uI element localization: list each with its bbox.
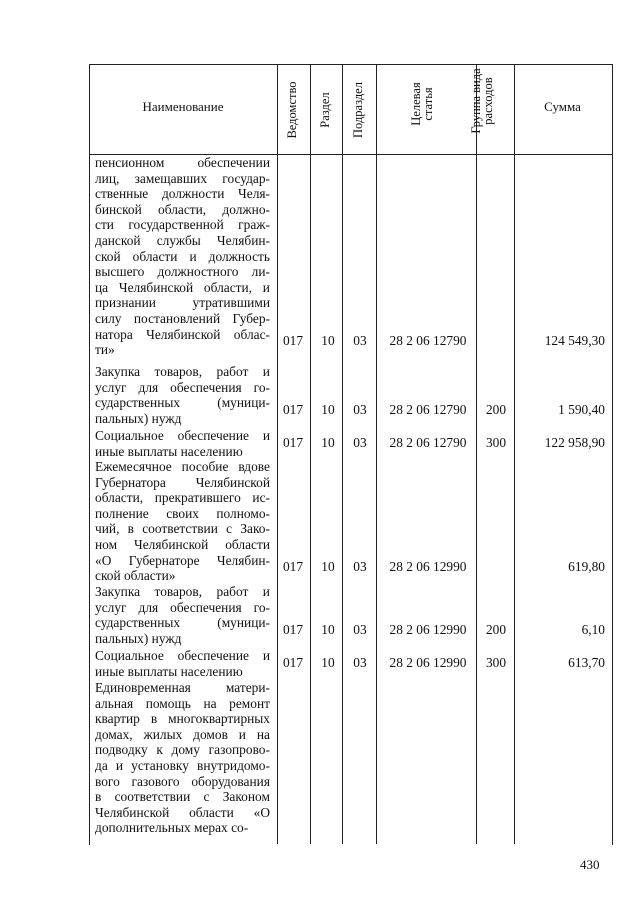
row-celevaya: 28 2 06 12990 [389,559,467,575]
row-gruppa: 200 [485,401,507,417]
col-divider [277,64,278,844]
row-gruppa: 300 [485,434,507,450]
header-gruppa-line1: Группа вида [469,68,483,134]
row-vedomstvo: 017 [282,654,304,670]
row-gruppa: 300 [485,654,507,670]
row-name-line: «О Губернаторе Челябин- [95,552,270,568]
row-name-line: Губернатора Челябинской [95,474,270,490]
row-name-line: натора Челябинской облас- [95,326,270,342]
row-name-line: Челябинской области «О [95,804,270,820]
row-celevaya: 28 2 06 12790 [389,434,467,450]
row-name-line: лиц, замещавших государ- [95,170,270,186]
row-name-line: пальных) нужд [95,410,182,426]
row-name-line: признании утратившими [95,295,270,311]
row-name-line: бинской области, должно- [95,201,270,217]
row-summa: 619,80 [568,559,605,575]
row-name-line: Закупка товаров, работ и [95,584,270,599]
row-name-line: высшего должностного ли- [95,264,270,280]
row-name [95,459,270,584]
col-divider [476,64,477,844]
row-name [95,428,270,459]
row-razdel: 10 [321,434,335,450]
row-name-line: данской службы Челябин- [95,232,270,248]
row-podrazdel: 03 [353,654,367,670]
row-name-line: полнение своих полномо- [95,505,270,521]
row-celevaya: 28 2 06 12790 [389,401,467,417]
row-vedomstvo: 017 [282,621,304,637]
row-vedomstvo: 017 [282,559,304,575]
header-gruppa-line2: расходов [481,77,495,125]
row-name-line: сти государственной граж- [95,217,270,233]
row-name-line: ном Челябинской области [95,536,270,552]
row-name-line: чий, в соответствии с Зако- [95,521,270,537]
row-razdel: 10 [321,401,335,417]
row-name-line: да и установку внутридомо- [95,757,270,773]
row-name-line: в соответствии с Законом [95,789,270,805]
row-razdel: 10 [321,621,335,637]
header-celevaya-line2: статья [421,87,435,121]
col-divider [514,64,515,844]
row-razdel: 10 [321,333,335,349]
row-summa: 1 590,40 [558,401,605,417]
row-vedomstvo: 017 [282,333,304,349]
row-podrazdel: 03 [353,559,367,575]
header-summa: Сумма [544,99,581,114]
row-name [95,364,270,426]
row-vedomstvo: 017 [282,434,304,450]
row-name-line: квартир в многоквартирных [95,711,270,727]
row-name-line: ской области и должность [95,248,270,264]
row-name-line: Социальное обеспечение и [95,648,270,663]
row-vedomstvo: 017 [282,401,304,417]
row-name-line: Закупка товаров, работ и [95,364,270,379]
row-gruppa: 200 [485,621,507,637]
row-name-line: сударственных (муници- [95,395,270,411]
row-celevaya: 28 2 06 12990 [389,654,467,670]
col-divider [310,64,311,844]
row-name-line: иные выплаты населению [95,443,243,459]
row-name-line: вого газового оборудования [95,773,270,789]
row-name-line: домах, жилых домов и на [95,726,270,742]
row-name-line: дополнительных мерах со- [95,820,249,836]
row-name-line: Ежемесячное пособие вдове [95,459,270,474]
row-name-line: услуг для обеспечения го- [95,379,270,395]
header-name: Наименование [142,99,224,114]
row-name-line: ской области» [95,568,176,584]
row-name-line: ца Челябинской области, и [95,279,270,295]
row-name-line: Единовременная матери- [95,680,270,695]
row-summa: 122 958,90 [544,434,605,450]
row-razdel: 10 [321,559,335,575]
row-celevaya: 28 2 06 12990 [389,621,467,637]
header-podrazdel: Подраздел [351,82,365,138]
row-name-line: сударственных (муници- [95,615,270,631]
row-name-line: Социальное обеспечение и [95,428,270,443]
row-name [95,584,270,646]
row-name-line: иные выплаты населению [95,663,243,679]
col-divider [376,64,377,844]
header-vedomstvo: Ведомство [285,81,299,139]
row-name [95,155,270,358]
row-summa: 6,10 [581,621,605,637]
row-name [95,680,270,836]
header-celevaya-line1: Целевая [409,82,423,126]
row-name-line: пальных) нужд [95,630,182,646]
row-podrazdel: 03 [353,621,367,637]
row-podrazdel: 03 [353,401,367,417]
row-name-line: альная помощь на ремонт [95,695,270,711]
row-podrazdel: 03 [353,333,367,349]
col-divider [342,64,343,844]
row-celevaya: 28 2 06 12790 [389,333,467,349]
row-name-line: ти» [95,342,115,358]
header-razdel: Раздел [318,92,332,128]
row-name-line: области, прекратившего ис- [95,490,270,506]
row-podrazdel: 03 [353,434,367,450]
page-number: 430 [580,857,600,872]
row-name-line: пенсионном обеспечении [95,155,270,170]
row-summa: 124 549,30 [544,333,605,349]
row-summa: 613,70 [568,654,605,670]
row-name-line: подводку к дому газопрово- [95,742,270,758]
row-name [95,648,270,679]
row-razdel: 10 [321,654,335,670]
row-name-line: ственные должности Челя- [95,186,270,202]
row-name-line: силу постановлений Губер- [95,310,270,326]
row-name-line: услуг для обеспечения го- [95,599,270,615]
